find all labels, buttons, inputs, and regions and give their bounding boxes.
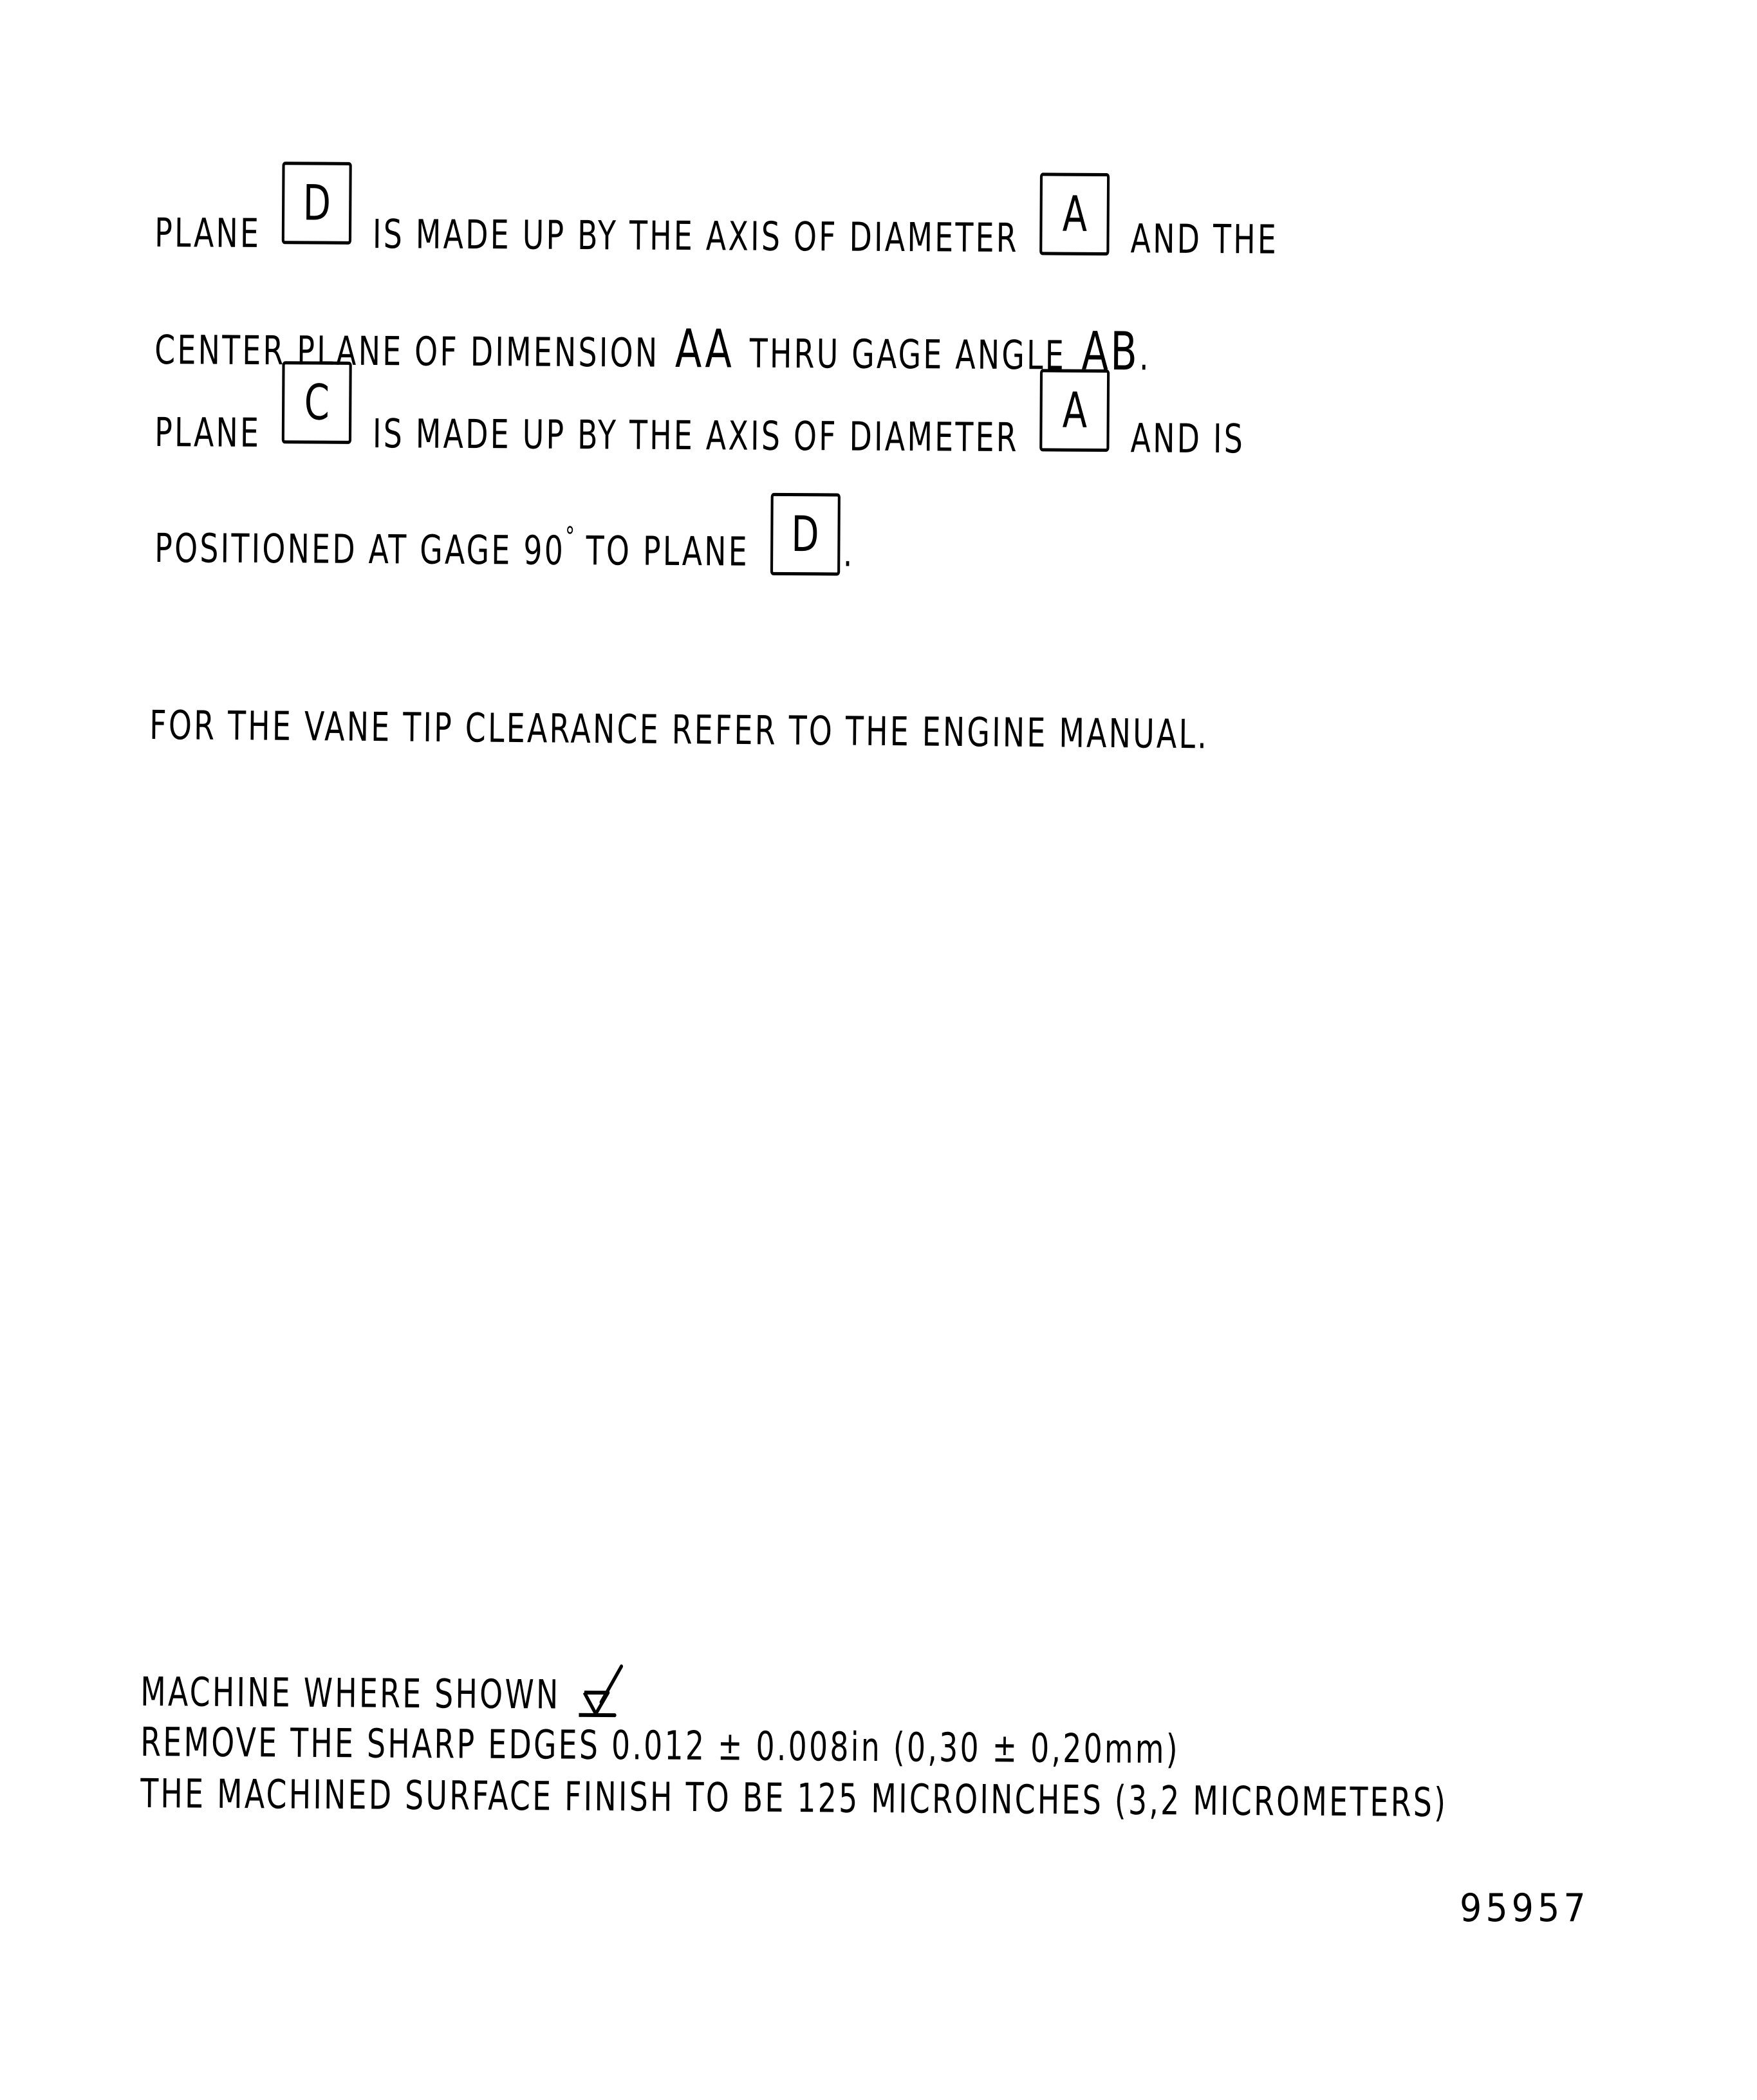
clearance-note-text: FOR THE VANE TIP CLEARANCE REFER TO THE ENGINE MANUAL. bbox=[149, 702, 1209, 758]
and-the-text: AND THE bbox=[1130, 215, 1279, 263]
machining-note-line-3 bbox=[140, 1770, 1734, 1828]
datum-box-a: A bbox=[1039, 172, 1110, 256]
dimension-aa: AA bbox=[674, 318, 734, 380]
datum-box-a: A bbox=[1039, 369, 1110, 452]
angle-ab: AB bbox=[1081, 321, 1140, 383]
datum-note-line-4 bbox=[154, 489, 1009, 577]
degree-sign: ° bbox=[565, 521, 575, 552]
machine-where-shown-text: MACHINE WHERE SHOWN bbox=[140, 1668, 561, 1718]
datum-note-line-1 bbox=[154, 174, 1525, 265]
plane-label: PLANE bbox=[154, 409, 261, 457]
gage-angle-text: THRU GAGE ANGLE bbox=[749, 330, 1066, 379]
to-plane-text: TO PLANE bbox=[586, 527, 750, 575]
plane-label: PLANE bbox=[154, 209, 261, 257]
sharp-edges-text: REMOVE THE SHARP EDGES 0.012 ± 0.008in (0,30 ± 0,20mm) bbox=[140, 1718, 1180, 1773]
axis-text: IS MADE UP BY THE AXIS OF DIAMETER bbox=[372, 410, 1019, 461]
positioned-text: POSITIONED AT GAGE 90 bbox=[154, 525, 566, 574]
center-plane-text: CENTER PLANE OF DIMENSION bbox=[154, 326, 660, 376]
datum-box-c: C bbox=[282, 361, 352, 444]
period: . bbox=[842, 528, 855, 576]
surface-finish-text: THE MACHINED SURFACE FINISH TO BE 125 MICROINCHES (3,2 MICROMETERS) bbox=[140, 1770, 1448, 1826]
datum-note-line-3 bbox=[154, 373, 1484, 464]
datum-box-d: D bbox=[770, 493, 841, 576]
machining-surface-symbol-icon bbox=[579, 1664, 627, 1719]
period: . bbox=[1139, 332, 1151, 380]
and-is-text: AND IS bbox=[1130, 414, 1245, 463]
machining-note-line-2 bbox=[140, 1718, 1408, 1774]
datum-box-d: D bbox=[282, 162, 352, 245]
axis-text: IS MADE UP BY THE AXIS OF DIAMETER bbox=[372, 210, 1019, 262]
document-number: 95957 bbox=[1460, 1886, 1590, 1931]
machining-note-line-1 bbox=[140, 1660, 734, 1719]
clearance-note bbox=[149, 702, 1442, 760]
